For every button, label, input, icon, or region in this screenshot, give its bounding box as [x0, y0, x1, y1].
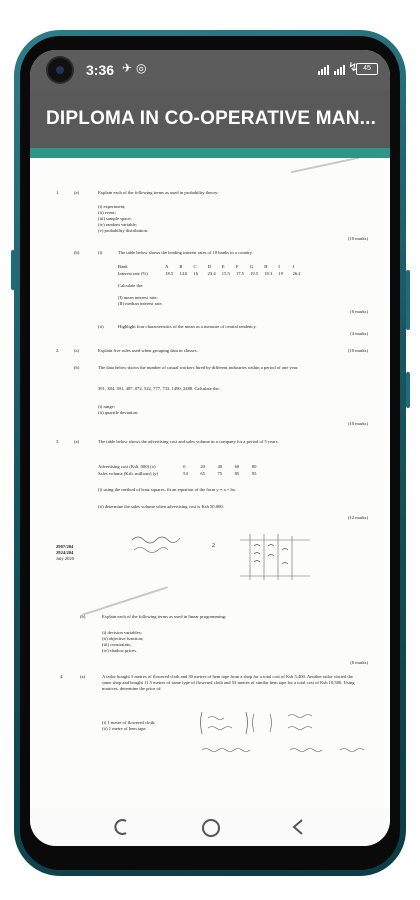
question-number: 2.	[56, 348, 60, 353]
list-item: (i) 1 metre of flowered cloth;	[102, 720, 156, 725]
list-item: (ii) determine the sales volume when advertising cost is Ksh 50,000.	[98, 504, 224, 509]
part-label: (a)	[74, 439, 80, 444]
table-cell: Sales volume (Ksh. millions) (y)	[98, 471, 159, 476]
volume-button	[406, 270, 410, 330]
table-cell: 19	[278, 271, 283, 276]
table-cell: 85	[234, 471, 240, 476]
list-item: (iv) shadow prices.	[102, 648, 138, 653]
table-cell: I	[278, 264, 280, 269]
document-page[interactable]	[40, 158, 380, 808]
table-cell: Advertising cost (Ksh. 000) (x)	[98, 464, 156, 469]
table-cell: A	[165, 264, 169, 269]
list-item: (i) range;	[98, 404, 115, 409]
document-title: DIPLOMA IN CO-OPERATIVE MAN...	[46, 108, 377, 129]
marks: (12 marks)	[347, 515, 368, 520]
table-cell: E	[221, 264, 225, 269]
list-item: (iv) random variable;	[98, 222, 138, 227]
list-item: (ii) objective function;	[102, 636, 144, 641]
list-item: (I) mean interest rate;	[118, 295, 158, 300]
part-label: (b)	[74, 365, 80, 370]
home-button[interactable]	[202, 819, 220, 837]
recent-apps-icon[interactable]	[112, 816, 134, 838]
marks: (4 marks)	[350, 331, 368, 336]
table-cell: 80	[251, 464, 257, 469]
table-cell: 26.2	[292, 271, 301, 276]
part-label: (a)	[80, 674, 86, 679]
table-cell: 23.4	[207, 271, 216, 276]
list-item: (II) median interest rate.	[118, 301, 163, 306]
table-cell: 65	[200, 471, 205, 476]
sales-table-row	[98, 471, 268, 477]
question-text: Explain five rules used when grouping data in classes.	[98, 348, 198, 353]
advertising-table-row	[98, 464, 268, 470]
part-label: (b)	[74, 250, 80, 255]
question-text: Explain each of the following terms as used in probability theory:	[98, 190, 219, 195]
part-label: (b)	[80, 614, 86, 619]
table-cell: Interest rate (%)	[118, 271, 148, 276]
list-item: (ii) quartile deviation.	[98, 410, 139, 415]
sub-part-label: (i)	[98, 250, 103, 255]
question-text: The data below shows the number of casual workers hired by different industries within a period of one year.	[98, 365, 299, 370]
notification-icon: ✈	[122, 61, 133, 75]
marks: (10 marks)	[347, 421, 368, 426]
table-cell: C	[193, 264, 197, 269]
list-item: (i) using the method of least squares, fit an equation of the form y = a + bx.	[98, 487, 237, 492]
question-number: 3.	[56, 439, 60, 444]
question-number: 4.	[60, 674, 64, 679]
bank-table-header	[118, 264, 306, 270]
table-cell: 19.5	[250, 271, 259, 276]
list-item: (iii) sample space;	[98, 216, 132, 221]
question-text: Highlight four characteristics of the mean as a measure of central tendency.	[118, 324, 257, 329]
question-text: Explain each of the following terms as used in linear programming:	[102, 614, 227, 619]
table-cell: 75	[217, 471, 223, 476]
table-cell: 16	[193, 271, 199, 276]
whatsapp-icon: ◎	[136, 61, 147, 75]
table-cell: 54	[183, 471, 188, 476]
question-number: 1.	[56, 190, 60, 195]
status-bar	[30, 50, 390, 90]
marks: (10 marks)	[347, 348, 368, 353]
table-cell: 14.0	[179, 271, 188, 276]
app-bar-accent	[30, 148, 390, 158]
data-list: 391, 384, 391, 407, 072, 522, 777, 733, 1490, 2488. Calculate the:	[98, 386, 220, 391]
marks: (6 marks)	[350, 309, 368, 314]
charging-icon: ↯	[348, 60, 359, 74]
list-item: (ii) 1 metre of hem tape.	[102, 726, 147, 731]
marks: (10 marks)	[347, 236, 368, 241]
handwritten-matrix	[200, 706, 375, 761]
table-cell: 40	[217, 464, 223, 469]
part-label: (a)	[74, 348, 80, 353]
table-cell: G	[250, 264, 254, 269]
table-cell: 95	[251, 471, 257, 476]
table-cell: D	[207, 264, 211, 269]
battery-icon: 45	[356, 63, 378, 75]
back-icon[interactable]	[288, 816, 310, 838]
instruction: Calculate the:	[118, 283, 144, 288]
question-text: The table below shows the advertising cost and sales volume in a company for a period of 5 years.	[98, 439, 279, 444]
side-button	[11, 250, 15, 290]
list-item: (v) probability distribution.	[98, 228, 149, 233]
table-cell: 15.5	[221, 271, 230, 276]
exam-date: July 2020	[56, 556, 74, 561]
list-item: (i) decision variables;	[102, 630, 142, 635]
navigation-bar	[30, 808, 390, 846]
page-smudge	[82, 586, 168, 616]
phone-screen	[30, 50, 390, 846]
paper-code: 2924/204	[56, 550, 74, 555]
list-item: (i) experiment;	[98, 204, 126, 209]
bank-table-row	[118, 271, 306, 277]
table-cell: H	[264, 264, 268, 269]
page-smudge	[291, 158, 360, 173]
table-cell: 18.3	[264, 271, 273, 276]
marks: (8 marks)	[350, 660, 368, 665]
app-bar	[30, 90, 390, 148]
table-cell: 60	[234, 464, 240, 469]
sub-part-label: (ii)	[98, 324, 104, 329]
table-cell: 17.5	[235, 271, 244, 276]
cell-signal-icon	[334, 63, 345, 75]
paper-code: 2907/204	[56, 544, 74, 549]
handwritten-notes	[130, 526, 370, 586]
front-camera	[48, 58, 72, 82]
table-cell: 0	[183, 464, 186, 469]
table-cell: 20	[200, 464, 205, 469]
table-cell: J	[292, 264, 295, 269]
list-item: (iii) constraints;	[102, 642, 132, 647]
wifi-signal-icon	[318, 63, 329, 75]
document-viewer[interactable]	[30, 158, 390, 808]
table-cell: Bank	[118, 264, 128, 269]
page-number: 2	[212, 543, 215, 549]
power-button	[406, 372, 410, 408]
part-label: (a)	[74, 190, 80, 195]
question-text: A tailor bought 5 metres of flowered cloth and 30 metres of hem tape from a shop for a total cost of Ksh 5,400. Another tailor visited the same shop and bought 11.5 metres of same type of flowered cloth and 53 metres of similar hem tape for a total cost of Ksh 10,500. Using matrices, determine the price of:	[102, 674, 355, 692]
list-item: (ii) event;	[98, 210, 116, 215]
clock: 3:36	[86, 62, 115, 78]
table-cell: F	[235, 264, 239, 269]
table-cell: B	[179, 264, 183, 269]
table-cell: 18.5	[165, 271, 174, 276]
question-text: The table below shows the lending interest rates of 10 banks in a country.	[118, 250, 253, 255]
